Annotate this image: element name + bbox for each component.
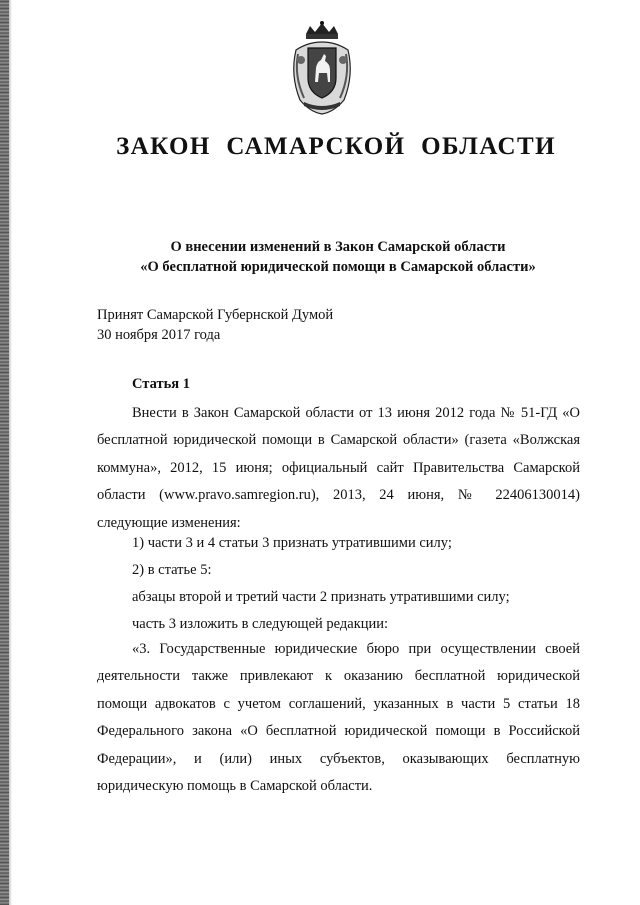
amendment-item-2: 2) в статье 5: [132,562,212,578]
amendment-item-1: 1) части 3 и 4 статьи 3 признать утратившими силу; [132,535,452,551]
amendment-subitem-paragraphs: абзацы второй и третий части 2 признать утратившими силу; [132,589,510,605]
scan-edge-shadow [0,0,9,905]
law-subtitle-line-2: «О бесплатной юридической помощи в Самарской области» [140,259,536,275]
law-title: ЗАКОН САМАРСКОЙ ОБЛАСТИ [116,133,556,160]
law-subtitle-line-1: О внесении изменений в Закон Самарской области [170,239,506,255]
article-heading: Статья 1 [132,376,190,392]
adopted-by-line: Принят Самарской Губернской Думой [97,307,334,323]
adoption-date: 30 ноября 2017 года [97,327,221,343]
coat-of-arms-icon [286,20,358,116]
article-body-paragraph: Внести в Закон Самарской области от 13 июня 2012 года № 51-ГД «О бесплатной юридической помощи в Самарской области» (газета «Волжская коммуна», 2012, 15 июня; официальный сайт Правительства Самарской области (www.pravo.samregion.ru), 2013, 24 июня, № 22406130014) следующие изменения: [97,405,580,531]
new-part-3-text: «3. Государственные юридические бюро при осуществлении своей деятельности также привлекают к оказанию бесплатной юридической помощи адвокатов с учетом соглашений, указанных в части 5 статьи 18 Федерального закона «О бесплатной юридической помощи в Российской Федерации», и (или) иных субъектов, оказывающих бесплатную юридическую помощь в Самарской области. [97,641,580,795]
amendment-subitem-part3: часть 3 изложить в следующей редакции: [132,616,389,632]
